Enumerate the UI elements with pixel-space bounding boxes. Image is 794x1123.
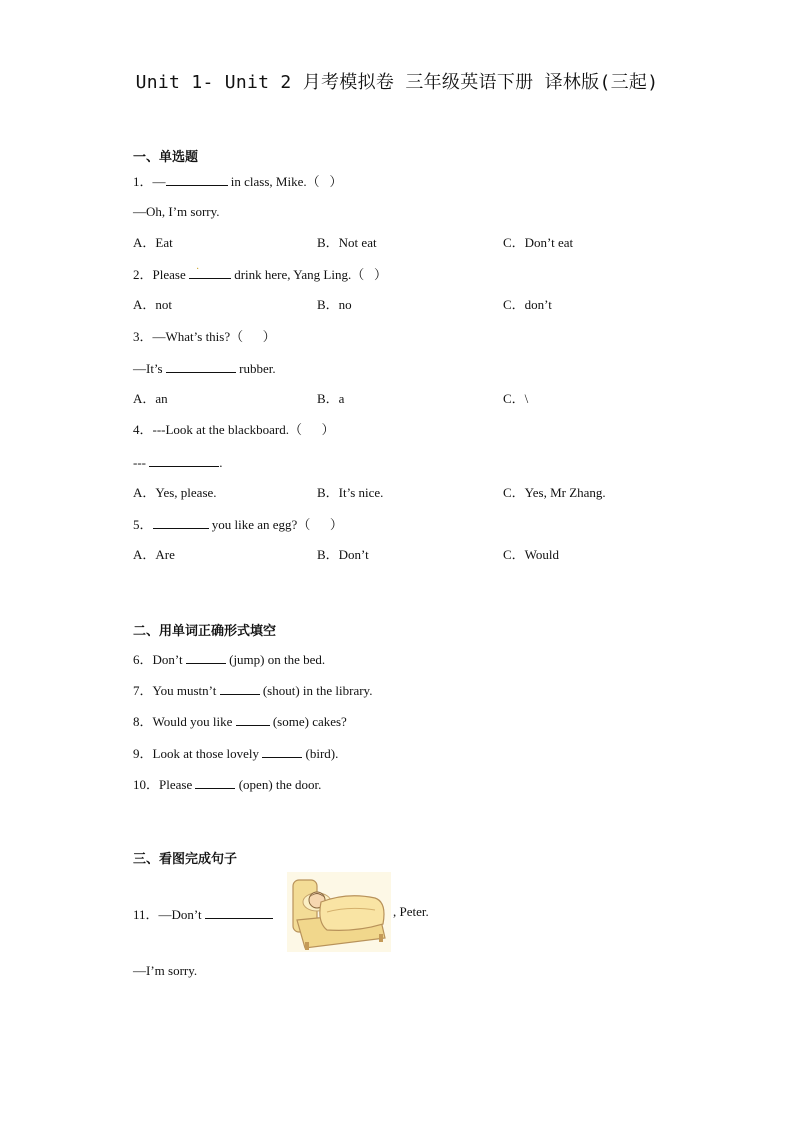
option-b: B．a <box>317 391 345 406</box>
question-2-prefix: 2．Please <box>133 267 189 282</box>
section-heading-1: 一、单选题 <box>133 150 199 165</box>
answer-blank <box>149 454 219 467</box>
question-10-prefix: 10．Please <box>133 777 196 792</box>
section-heading-2: 二、用单词正确形式填空 <box>133 624 277 639</box>
question-1 <box>133 173 342 190</box>
answer-blank <box>195 776 235 789</box>
answer-blank <box>153 516 209 529</box>
answer-blank <box>220 682 260 695</box>
option-c: C．Would <box>503 547 560 562</box>
question-1-reply: —Oh, I’m sorry. <box>133 204 220 219</box>
option-c: C．Yes, Mr Zhang. <box>503 485 606 500</box>
question-8 <box>133 713 347 730</box>
option-c: C．Don’t eat <box>503 235 574 250</box>
question-11-reply: —I’m sorry. <box>133 963 198 978</box>
bed-picture <box>287 872 391 952</box>
question-11 <box>133 904 273 923</box>
answer-blank <box>166 360 236 373</box>
question-4-reply-prefix: --- <box>133 455 150 470</box>
question-4-reply <box>133 454 223 471</box>
question-3-reply-suffix: rubber. <box>235 361 276 376</box>
question-7-prefix: 7．You mustn’t <box>133 683 220 698</box>
question-5 <box>133 516 343 533</box>
question-8-suffix: (some) cakes? <box>269 714 347 729</box>
question-10-suffix: (open) the door. <box>235 777 322 792</box>
question-3-reply-prefix: —It’s <box>133 361 166 376</box>
question-2-suffix: drink here, Yang Ling.（ ） <box>230 267 387 282</box>
option-b: B．It’s nice. <box>317 485 384 500</box>
option-c: C．\ <box>503 391 529 406</box>
question-11-suffix: , Peter. <box>393 904 429 919</box>
option-a: A．not <box>133 297 173 312</box>
question-5-suffix: you like an egg?（ ） <box>208 517 343 532</box>
question-3-reply <box>133 360 276 377</box>
question-4: 4．---Look at the blackboard.（ ） <box>133 422 335 437</box>
answer-blank <box>186 651 226 664</box>
question-8-prefix: 8．Would you like <box>133 714 236 729</box>
answer-blank <box>166 173 228 186</box>
question-7 <box>133 682 372 699</box>
option-b: B．Don’t <box>317 547 369 562</box>
answer-blank <box>262 745 302 758</box>
question-1-suffix: in class, Mike.（ ） <box>227 174 343 189</box>
question-9-suffix: (bird). <box>302 746 339 761</box>
question-10 <box>133 776 321 793</box>
option-b: B．no <box>317 297 352 312</box>
option-a: A．Yes, please. <box>133 485 217 500</box>
question-4-reply-suffix: . <box>219 455 223 470</box>
question-5-prefix: 5． <box>133 517 153 532</box>
question-9-prefix: 9．Look at those lovely <box>133 746 263 761</box>
option-a: A．Are <box>133 547 175 562</box>
answer-blank: · <box>189 266 231 279</box>
answer-blank <box>236 713 270 726</box>
question-7-suffix: (shout) in the library. <box>259 683 373 698</box>
answer-blank <box>205 906 273 919</box>
section-heading-3: 三、看图完成句子 <box>133 852 238 867</box>
question-3: 3．—What’s this?（ ） <box>133 329 276 344</box>
option-c: C．don’t <box>503 297 552 312</box>
question-2 <box>133 266 387 283</box>
child-in-bed-illustration <box>287 872 391 952</box>
question-11-prefix: 11．—Don’t <box>133 907 205 922</box>
question-6-suffix: (jump) on the bed. <box>225 652 326 667</box>
option-b: B．Not eat <box>317 235 377 250</box>
page-title: Unit 1- Unit 2 月考模拟卷 三年级英语下册 译林版(三起) <box>135 72 659 93</box>
question-6-prefix: 6．Don’t <box>133 652 186 667</box>
question-1-prefix: 1．— <box>133 174 166 189</box>
option-a: A．Eat <box>133 235 173 250</box>
question-9 <box>133 745 338 762</box>
question-6 <box>133 651 325 668</box>
option-a: A．an <box>133 391 168 406</box>
